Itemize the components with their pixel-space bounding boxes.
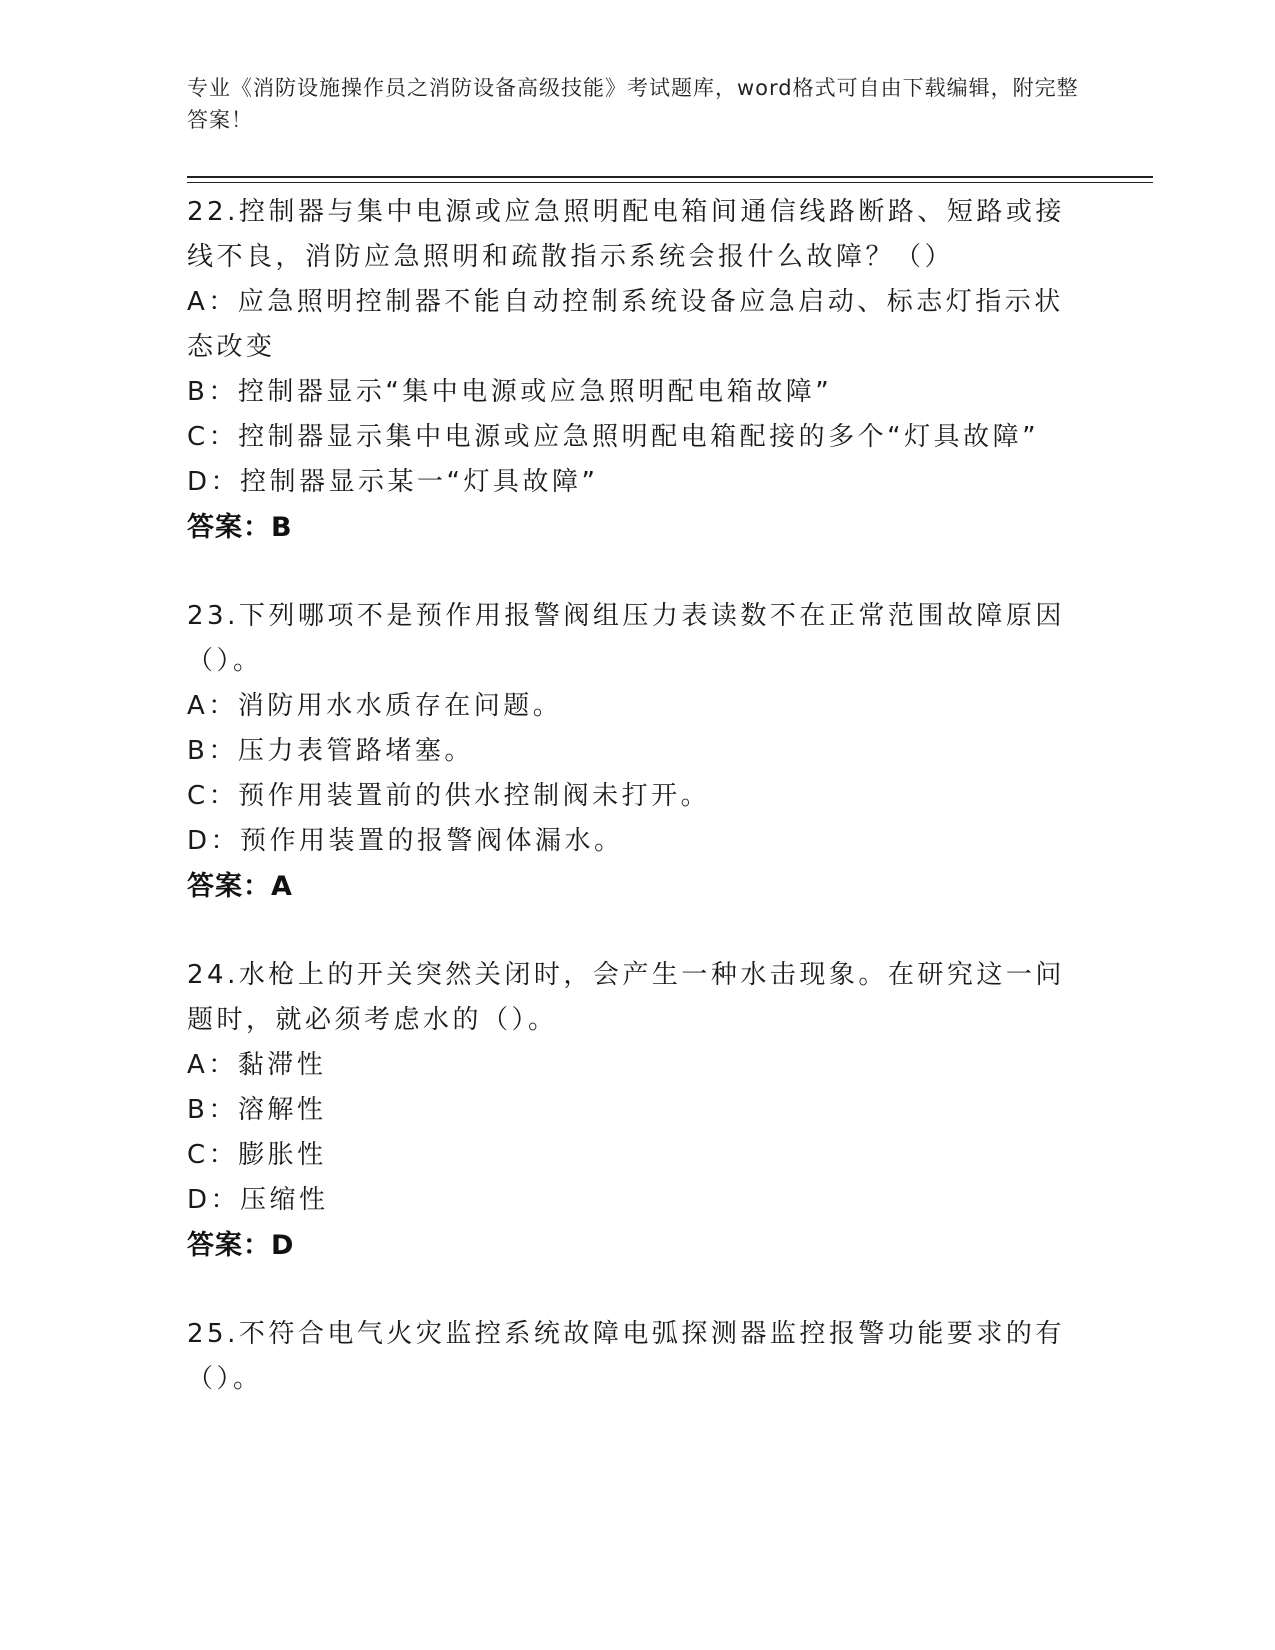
question-23 bbox=[187, 594, 1087, 909]
option-c: C：预作用装置前的供水控制阀未打开。 bbox=[187, 781, 711, 811]
option-a: A：黏滞性 bbox=[187, 1050, 327, 1080]
answer-line: 答案：A bbox=[187, 871, 293, 902]
question-text: 22.控制器与集中电源或应急照明配电箱间通信线路断路、短路或接线不良，消防应急照明和疏散指示系统会报什么故障？（） bbox=[187, 197, 1065, 272]
option-d: D：压缩性 bbox=[187, 1185, 329, 1215]
option-c: C：控制器显示集中电源或应急照明配电箱配接的多个“灯具故障” bbox=[187, 422, 1040, 452]
header-rule-thin bbox=[187, 182, 1153, 183]
question-25 bbox=[187, 1312, 1087, 1402]
document-header: 专业《消防设施操作员之消防设备高级技能》考试题库，word格式可自由下载编辑，附完整答案！ bbox=[187, 76, 1079, 132]
option-b: B：控制器显示“集中电源或应急照明配电箱故障” bbox=[187, 377, 833, 407]
option-b: B：溶解性 bbox=[187, 1095, 327, 1125]
question-22 bbox=[187, 190, 1087, 550]
question-text: 23.下列哪项不是预作用报警阀组压力表读数不在正常范围故障原因（）。 bbox=[187, 601, 1065, 676]
option-a: A：消防用水水质存在问题。 bbox=[187, 691, 563, 721]
option-a: A：应急照明控制器不能自动控制系统设备应急启动、标志灯指示状态改变 bbox=[187, 287, 1064, 362]
option-d: D：预作用装置的报警阀体漏水。 bbox=[187, 826, 624, 856]
question-text: 24.水枪上的开关突然关闭时，会产生一种水击现象。在研究这一问题时，就必须考虑水的（）。 bbox=[187, 960, 1065, 1035]
header-rule-thick bbox=[187, 176, 1153, 178]
question-24 bbox=[187, 953, 1087, 1268]
answer-line: 答案：B bbox=[187, 512, 293, 543]
answer-line: 答案：D bbox=[187, 1230, 295, 1261]
question-text: 25.不符合电气火灾监控系统故障电弧探测器监控报警功能要求的有（）。 bbox=[187, 1319, 1065, 1394]
question-list bbox=[187, 190, 1087, 1446]
option-d: D：控制器显示某一“灯具故障” bbox=[187, 467, 599, 497]
option-c: C：膨胀性 bbox=[187, 1140, 327, 1170]
option-b: B：压力表管路堵塞。 bbox=[187, 736, 474, 766]
